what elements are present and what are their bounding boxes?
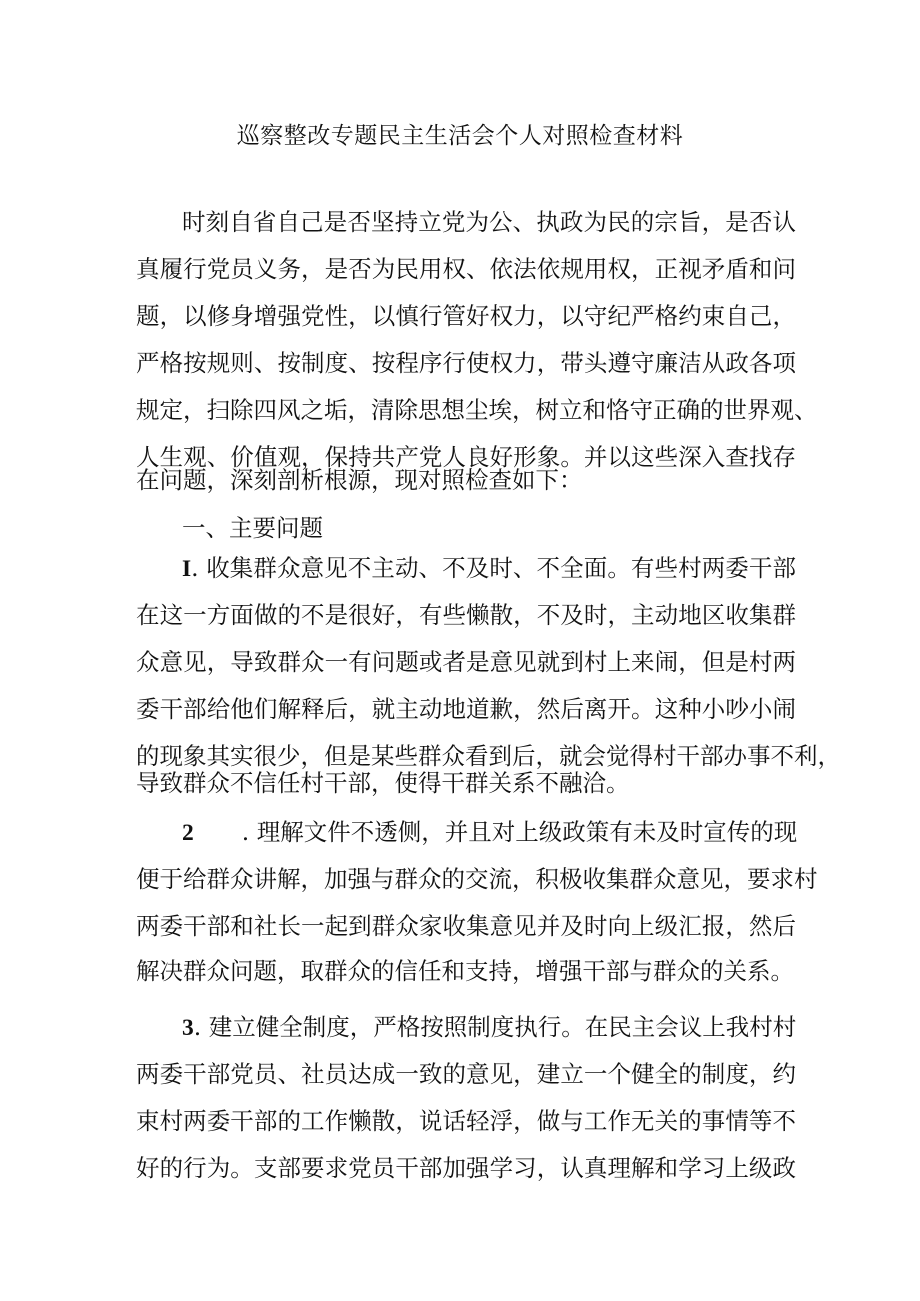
item-2-line: 两委干部和社长一起到群众家收集意见并及时向上级汇报，然后 [136, 912, 796, 940]
intro-line: 规定，扫除四风之垢，清除思想尘埃，树立和恪守正确的世界观、 [136, 396, 818, 424]
item-3-line: 两委干部党员、社员达成一致的意见，建立一个健全的制度，约 [136, 1060, 796, 1088]
intro-line: 在问题，深刻剖析根源，现对照检查如下： [136, 466, 583, 494]
item-2-line: 解决群众问题，取群众的信任和支持，增强干部与群众的关系。 [136, 957, 794, 985]
item-2-line: 便于给群众讲解，加强与群众的交流，积极收集群众意见，要求村 [136, 865, 818, 893]
item-1-number: I [182, 556, 192, 582]
intro-line: 人生观、价值观，保持共产党人良好形象。并以这些深入查找存 [136, 443, 796, 471]
item-3-line: 束村两委干部的工作懒散，说话轻浮，做与工作无关的事情等不 [136, 1107, 796, 1135]
item-1-line: 的现象其实很少，但是某些群众看到后，就会觉得村干部办事不利， [136, 742, 841, 770]
item-3-line: 好的行为。支部要求党员干部加强学习，认真理解和学习上级政 [136, 1154, 796, 1182]
document-title: 巡察整改专题民主生活会个人对照检查材料 [236, 123, 684, 149]
item-1-line: 导致群众不信任村干部，使得干群关系不融洽。 [136, 769, 630, 797]
intro-line: 严格按规则、按制度、按程序行使权力，带头遵守廉洁从政各项 [136, 349, 796, 377]
item-1-line: 众意见，导致群众一有问题或者是意见就到村上来闹，但是村两 [136, 648, 796, 676]
item-2-text: . 理解文件不透侧，并且对上级政策有未及时宣传的现 [241, 818, 798, 846]
item-3-first-line [182, 1007, 796, 1047]
item-1-first-line [182, 548, 796, 588]
intro-line: 题，以修身增强党性，以慎行管好权力，以守纪严格约束自己， [136, 302, 796, 330]
item-1-line: 在这一方面做的不是很好，有些懒散，不及时，主动地区收集群 [136, 601, 796, 629]
item-3-text: . 建立健全制度，严格按照制度执行。在民主会议上我村村 [193, 1013, 797, 1041]
intro-line: 真履行党员义务，是否为民用权、依法依规用权，正视矛盾和问 [136, 255, 796, 283]
intro-line: 时刻自省自己是否坚持立党为公、执政为民的宗旨，是否认 [182, 208, 796, 236]
section-heading: 一、主要问题 [182, 514, 323, 542]
item-2-first-line [182, 812, 796, 852]
item-2-number: 2 [182, 820, 194, 846]
item-1-text: . 收集群众意见不主动、不及时、不全面。有些村两委干部 [191, 554, 796, 582]
item-1-line: 委干部给他们解释后，就主动地道歉，然后离开。这种小吵小闹 [136, 695, 796, 723]
item-3-number: 3 [182, 1015, 194, 1041]
